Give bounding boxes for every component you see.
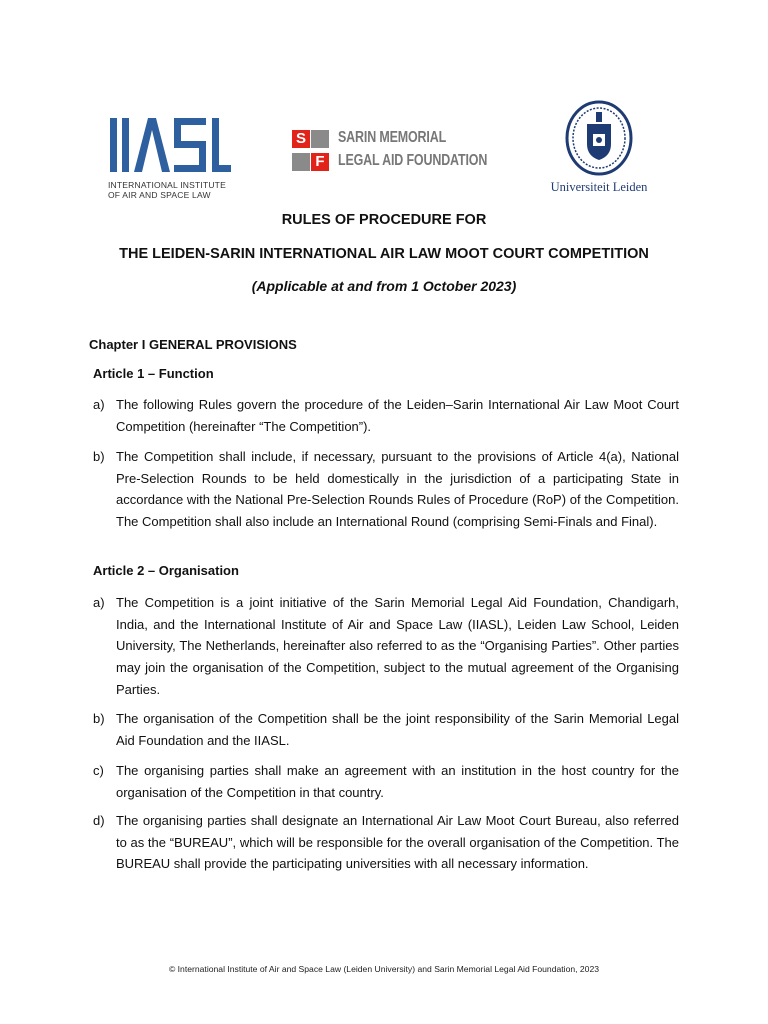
list-item-label: d) [93,813,105,828]
article-2-heading: Article 2 – Organisation [93,563,239,578]
sarin-logo [292,128,522,176]
logo-bar [0,96,768,216]
list-item-text: The Competition is a joint initiative of the Sarin Memorial Legal Aid Foundation, Chandigarh, India, and the International Institute of Air and Space Law (IIASL), Leiden Law School, Leiden University, The Netherlands, hereinafter also referred to as the “Organising Parties”. Other parties may join the organisation of the Competition, subject to the mutual agreement of the Organising Parties. [116,595,679,697]
iiasl-logo-mark [108,116,233,174]
document-title-line1: RULES OF PROCEDURE FOR [281,212,487,228]
list-item [93,394,679,437]
list-item-text: The organising parties shall make an agreement with an institution in the host country for the organisation of the Competition in that country. [116,763,679,800]
list-item-text: The organisation of the Competition shall be the joint responsibility of the Sarin Memorial Legal Aid Foundation and the IIASL. [116,711,679,748]
list-item-label: a) [93,397,105,412]
sarin-logo-line2: LEGAL AID FOUNDATION [338,152,488,169]
leiden-logo-caption: Universiteit Leiden [550,180,648,194]
copyright-footer: © International Institute of Air and Space Law (Leiden University) and Sarin Memorial Legal Aid Foundation, 2023 [168,964,600,974]
list-item-label: c) [93,763,104,778]
list-item-text: The organising parties shall designate an International Air Law Moot Court Bureau, also referred to as the “BUREAU”, which will be responsible for the overall organisation of the Competition. The BUREAU shall provide the participating universities with all necessary information. [116,813,679,872]
list-item [93,592,679,701]
iiasl-logo [108,116,233,204]
leiden-logo [544,100,654,208]
document-applicability-note: (Applicable at and from 1 October 2023) [251,278,517,294]
leiden-seal-icon [564,100,634,176]
chapter-heading: Chapter I GENERAL PROVISIONS [89,337,297,352]
document-title-line2: THE LEIDEN-SARIN INTERNATIONAL AIR LAW MOOT COURT COMPETITION [119,246,649,262]
article-1-heading: Article 1 – Function [93,366,214,381]
list-item [93,810,679,875]
list-item-label: b) [93,449,105,464]
list-item-text: The Competition shall include, if necessary, pursuant to the provisions of Article 4(a), National Pre-Selection Rounds to be held domestically in the jurisdiction of a participating State in accordance with the National Pre-Selection Rounds Rules of Procedure (RoP) of the Competition. The Competition shall also include an International Round (comprising Semi-Finals and Final). [116,449,679,530]
list-item [93,708,679,751]
sarin-logo-gray-square [311,130,329,148]
list-item-label: b) [93,711,105,726]
iiasl-caption-line2: OF AIR AND SPACE LAW [108,190,211,200]
iiasl-logo-caption [108,180,233,200]
sarin-logo-gray-square [292,153,310,171]
sarin-logo-line1: SARIN MEMORIAL [338,129,447,146]
list-item [93,760,679,803]
list-item-label: a) [93,595,105,610]
sarin-logo-f-square: F [311,153,329,171]
sarin-logo-s-square: S [292,130,310,148]
list-item-text: The following Rules govern the procedure of the Leiden–Sarin International Air Law Moot Court Competition (hereinafter “The Competition”). [116,397,679,434]
list-item [93,446,679,533]
iiasl-caption-line1: INTERNATIONAL INSTITUTE [108,180,226,190]
